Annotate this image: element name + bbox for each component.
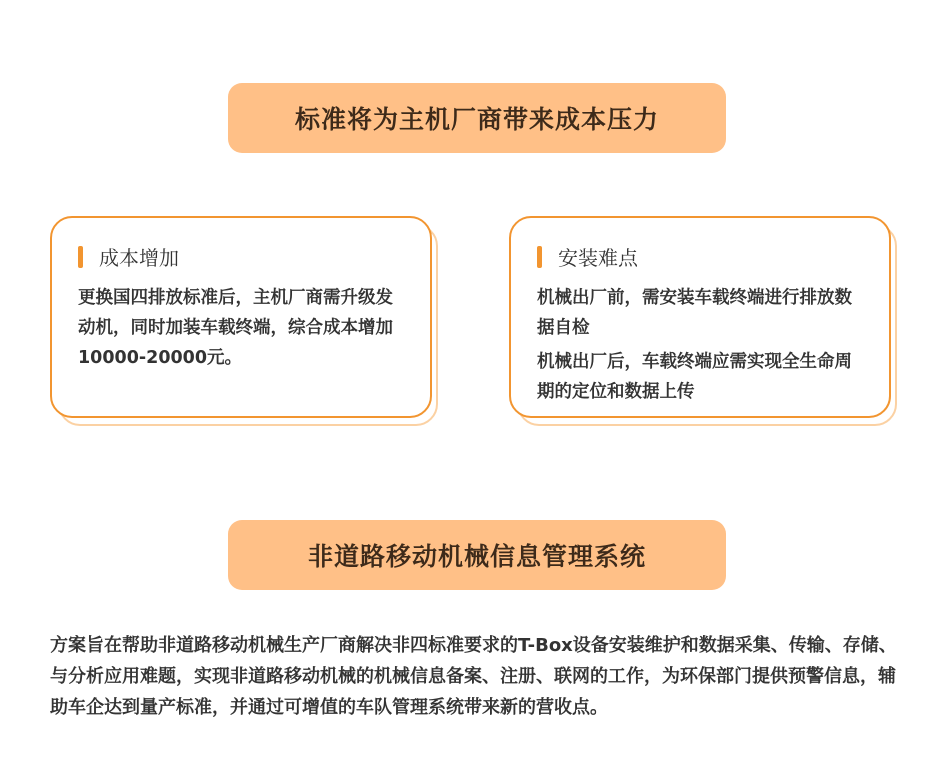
card-paragraph: 机械出厂后，车载终端应需实现全生命周期的定位和数据上传 [537, 352, 852, 402]
card-body [537, 283, 869, 407]
card-heading [78, 242, 410, 271]
card-cost-increase [50, 216, 432, 418]
accent-bar-icon [537, 246, 542, 268]
card-title: 安装难点 [558, 246, 638, 270]
banner-management-system [228, 520, 726, 590]
card-heading [537, 242, 869, 271]
card-panel [50, 216, 432, 418]
accent-bar-icon [78, 246, 83, 268]
solution-description: 方案旨在帮助非道路移动机械生产厂商解决非四标准要求的T-Box设备安装维护和数据采集、传输、存储、与分析应用难题，实现非道路移动机械的机械信息备案、注册、联网的工作，为环保部门提供预警信息，辅助车企达到量产标准，并通过可增值的车队管理系统带来新的营收点。 [50, 635, 897, 718]
card-paragraph: 更换国四排放标准后，主机厂商需升级发动机，同时加装车载终端，综合成本增加10000-20000元。 [78, 288, 393, 368]
card-panel [509, 216, 891, 418]
card-installation-difficulty [509, 216, 891, 418]
card-body [78, 283, 410, 373]
card-paragraph: 机械出厂前，需安装车载终端进行排放数据自检 [537, 288, 852, 338]
card-title: 成本增加 [99, 246, 179, 270]
banner-title: 非道路移动机械信息管理系统 [307, 542, 646, 571]
banner-cost-pressure [228, 83, 726, 153]
banner-title: 标准将为主机厂商带来成本压力 [294, 105, 659, 134]
